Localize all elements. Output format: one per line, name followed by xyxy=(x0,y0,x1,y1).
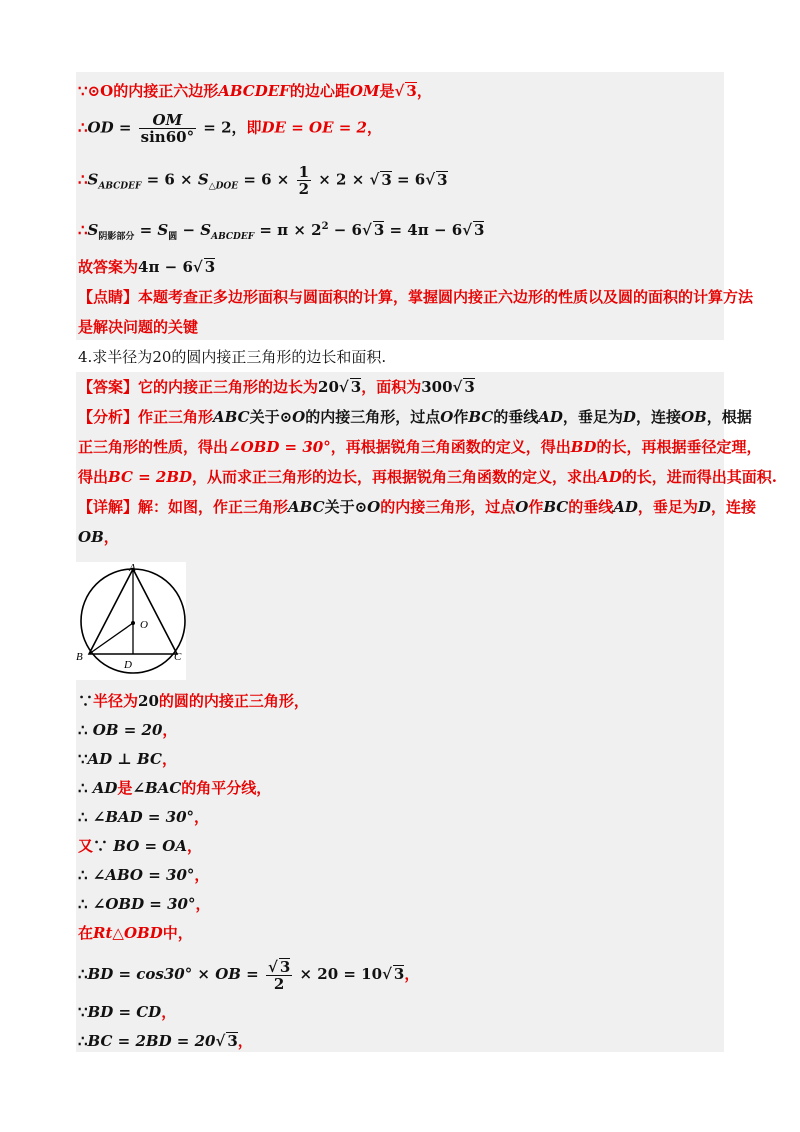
step-3: ∵AD ⊥ BC， xyxy=(78,750,177,768)
b1-line-7: 是解决问题的关键 xyxy=(78,318,199,336)
step-12: ∴BC = 2BD = 20√ 3， xyxy=(78,1032,253,1050)
analysis-line-3: 得出BC = 2BD，从而求正三角形的边长，再根据锐角三角函数的定义，求出AD的长，进而得出其面积. xyxy=(78,468,777,486)
step-2: ∴ OB = 20， xyxy=(78,721,178,739)
b1-line-2: ∴OD = $\frac{OM}{\sin 60^\circ}$ = 2，即DE = OE = 2， xyxy=(78,111,382,146)
label-o: O xyxy=(140,619,148,631)
question-line: 4.求半径为20的圆内接正三角形的边长和面积. xyxy=(78,348,387,366)
label-b: B xyxy=(76,651,83,663)
label-d: D xyxy=(124,659,132,671)
step-6: 又∵ BO = OA， xyxy=(78,837,203,855)
center-point xyxy=(131,621,135,625)
label-a: A xyxy=(129,562,136,574)
b1-line-6: 【点睛】本题考查正多边形面积与圆面积的计算，掌握圆内接正六边形的性质以及圆的面积的计算方法 xyxy=(78,288,754,306)
b1-line-1: ∵⊙O的内接正六边形ABCDEF的边心距OM是√ 3， xyxy=(78,82,432,100)
b1-line-4: $\therefore S_{阴影部分} = S_圆 - S_{ABCDEF} = \pi \times 2^2 - 6√$ 3 = 4π − 6√ 3 xyxy=(78,221,485,242)
analysis-line-2: 正三角形的性质，得出∠OBD = 30°，再根据锐角三角函数的定义，得出BD的长，再根据垂径定理， xyxy=(78,438,762,456)
step-8: ∴ ∠OBD = 30°， xyxy=(78,895,211,913)
label-c: C xyxy=(174,651,182,663)
step-10: ∴BD = cos30° × OB = $\frac{√ 3}{2}$ × 20 = 10√ 3， xyxy=(78,958,420,993)
b1-line-3: $\therefore S_{ABCDEF} = 6 \times S_{\triangle DOE} = 6$ × $\frac{1}{2}$ × 2 × √ 3 = 6√ 3 xyxy=(78,163,448,198)
step-9: 在Rt△OBD中， xyxy=(78,924,193,942)
inscribed-triangle-diagram xyxy=(76,562,186,680)
step-7: ∴ ∠ABO = 30°， xyxy=(78,866,210,884)
answer-line: 【答案】它的内接正三角形的边长为20√ 3，面积为300√ 3 xyxy=(78,378,475,396)
fraction-sqrt3-over-2: $\frac{√ 3}{2}$ xyxy=(267,958,291,993)
fraction-one-half: $\frac{1}{2}$ xyxy=(298,163,310,198)
step-11: ∵BD = CD， xyxy=(78,1003,177,1021)
b1-line-5: 故答案为4π − 6√ 3 xyxy=(78,258,216,276)
detail-line-2: OB， xyxy=(78,528,119,546)
step-4: ∴ AD是∠BAC的角平分线， xyxy=(78,779,272,797)
analysis-line-1: 【分析】作正三角形ABC关于⊙O的内接三角形，过点O作BC的垂线AD，垂足为D，连接OB，根据 xyxy=(78,408,752,426)
detail-line-1: 【详解】解：如图，作正三角形ABC关于⊙O的内接三角形，过点O作BC的垂线AD，垂足为D，连接 xyxy=(78,498,756,516)
fraction-om-sin60: $\frac{OM}{\sin 60^\circ}$ xyxy=(140,111,195,146)
step-1: ∵半径为20的圆的内接正三角形， xyxy=(78,692,309,710)
step-5: ∴ ∠BAD = 30°， xyxy=(78,808,210,826)
